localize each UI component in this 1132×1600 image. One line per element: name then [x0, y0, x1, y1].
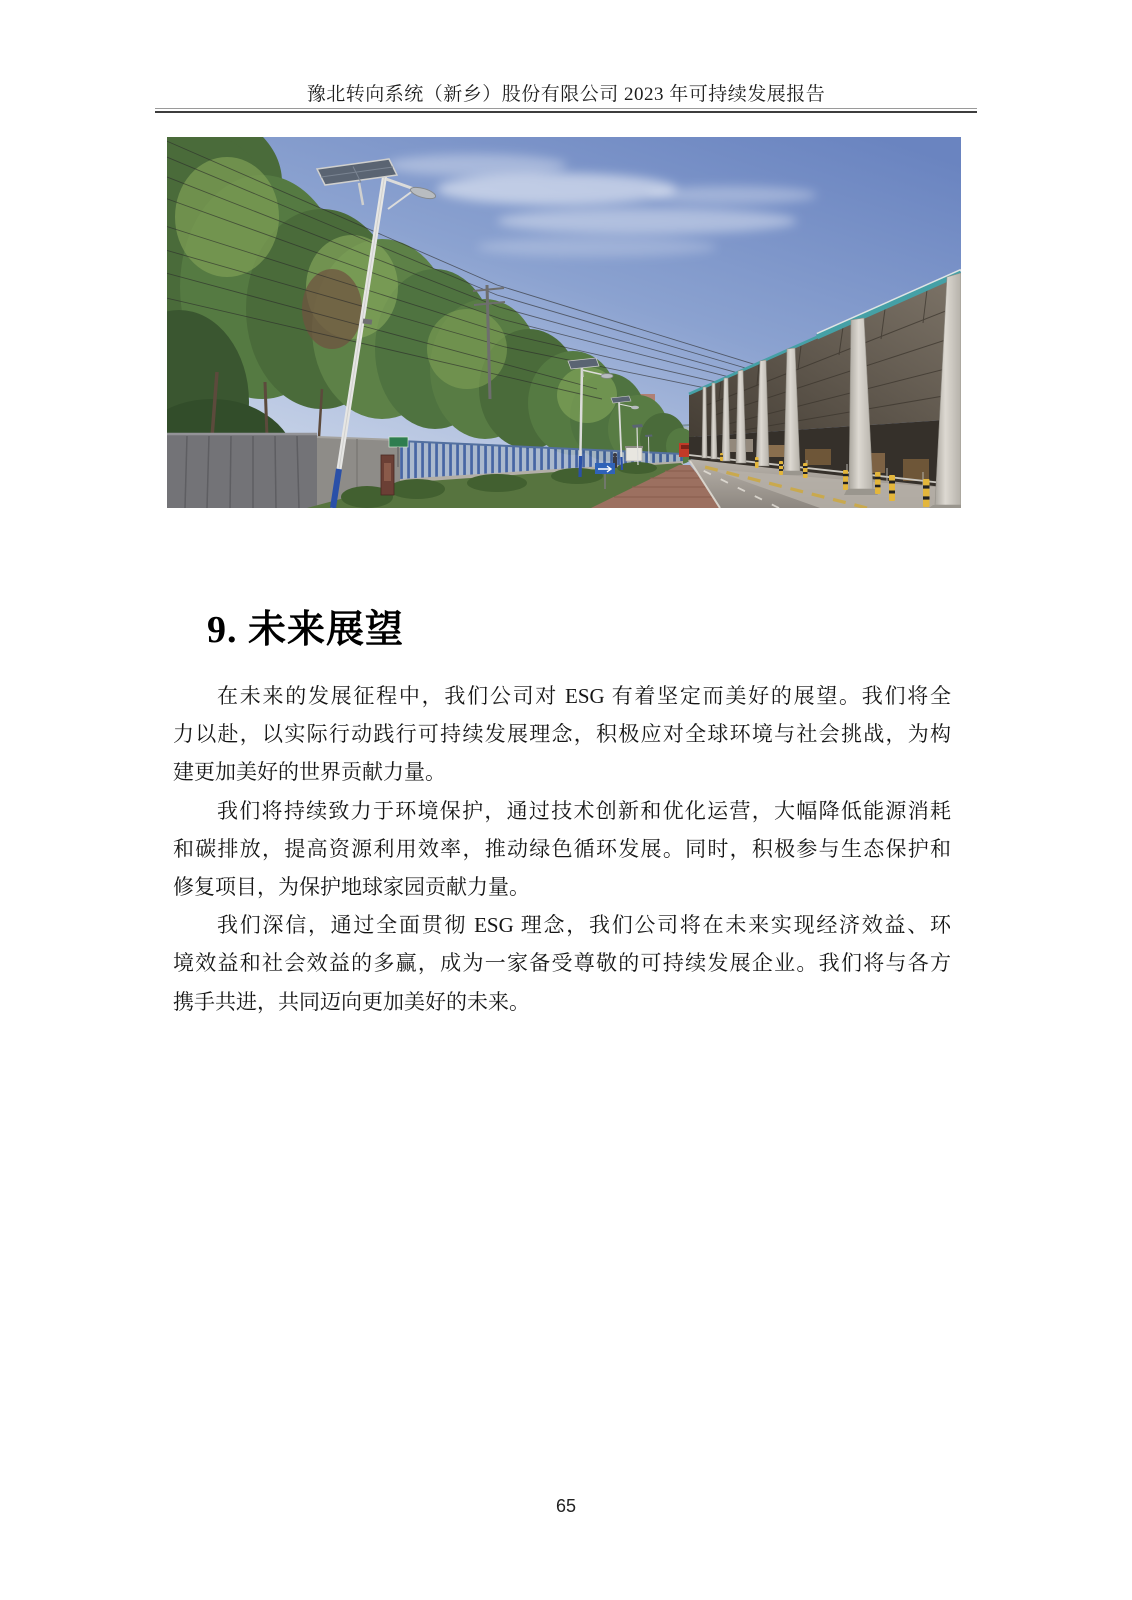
paragraph-line: 在未来的发展征程中，我们公司对 ESG 有着坚定而美好的展望。我们将全: [217, 684, 951, 708]
paragraph-line: 境效益和社会效益的多赢，成为一家备受尊敬的可持续发展企业。我们将与各方: [173, 951, 951, 976]
paragraph-line: 建更加美好的世界贡献力量。: [173, 760, 446, 785]
header-rule: [155, 108, 977, 113]
photo-guard-booth: [625, 447, 643, 461]
paragraph-line: 和碳排放，提高资源利用效率，推动绿色循环发展。同时，积极参与生态保护和: [173, 836, 951, 861]
factory-road-photo: [167, 137, 961, 508]
paragraph-line: 力以赴，以实际行动践行可持续发展理念，积极应对全球环境与社会挑战，为构: [173, 722, 951, 747]
page-number: 65: [555, 1496, 577, 1516]
section-heading: 9. 未来展望: [207, 609, 405, 651]
body-paragraph: [173, 906, 951, 1021]
paragraph-line: 我们将持续致力于环境保护，通过技术创新和优化运营，大幅降低能源消耗: [217, 798, 951, 823]
paragraph-line: 我们深信，通过全面贯彻 ESG 理念，我们公司将在未来实现经济效益、环: [217, 913, 951, 938]
body-text: [173, 677, 951, 1021]
report-header-title: 豫北转向系统（新乡）股份有限公司 2023 年可持续发展报告: [306, 84, 826, 105]
body-paragraph: [173, 677, 951, 792]
paragraph-line: 携手共进，共同迈向更加美好的未来。: [173, 989, 530, 1014]
factory-road-photo-drawing: [167, 137, 961, 508]
paragraph-line: 修复项目，为保护地球家园贡献力量。: [173, 874, 530, 899]
photo-notice-board: [381, 455, 394, 495]
body-paragraph: [173, 792, 951, 907]
